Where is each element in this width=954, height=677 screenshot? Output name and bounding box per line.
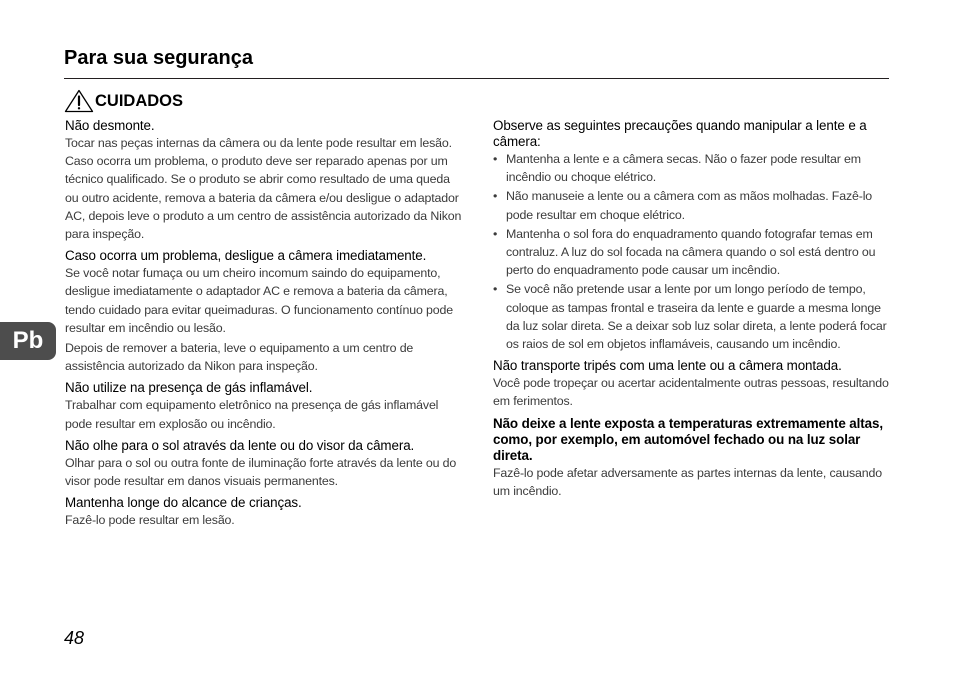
section-heading: Não utilize na presença de gás inflamável. xyxy=(65,380,313,396)
title-divider xyxy=(64,78,889,79)
warning-label: CUIDADOS xyxy=(95,91,184,110)
section-sun xyxy=(65,438,465,490)
page-title: Para sua segurança xyxy=(64,47,253,69)
section-heading: Não desmonte. xyxy=(65,118,155,133)
list-item xyxy=(493,150,893,186)
list-item-text: Mantenha o sol fora do enquadramento quando fotografar temas em contraluz. A luz do sol focada na câmera quando o sol está dentro ou perto do enquadramento pode causar um incêndio. xyxy=(506,226,876,278)
section-body: Tocar nas peças internas da câmera ou da lente pode resultar em lesão. Caso ocorra um problema, o produto deve ser reparado apenas por um técnico qualificado. Se o produto se abrir como resultado de uma queda ou outro acidente, remova a bateria da câmera e/ou desligue o adaptador AC, depois leve o produto a um centro de assistência autorizado da Nikon para inspeção. xyxy=(65,136,462,242)
list-item xyxy=(493,225,893,280)
page-number: 48 xyxy=(64,628,85,648)
precautions-list xyxy=(493,150,893,353)
section-heading: Não olhe para o sol através da lente ou do visor da câmera. xyxy=(65,437,415,453)
section-heading: Observe as seguintes precauções quando manipular a lente e a câmera: xyxy=(493,118,867,149)
bullet-icon: • xyxy=(493,152,498,166)
section-body: Você pode tropeçar ou acertar acidentalmente outras pessoas, resultando em ferimentos. xyxy=(493,376,889,409)
section-children xyxy=(65,495,465,529)
left-column xyxy=(65,118,465,534)
list-item-text: Se você não pretende usar a lente por um longo período de tempo, coloque as tampas frontal e traseira da lente e guarde a mesma longe da luz solar direta. Se a deixar sob luz solar direta, a lente poderá focar os raios de sol em objetos inflamáveis, causando um incêndio. xyxy=(506,282,887,352)
bullet-icon: • xyxy=(493,189,498,204)
section-tripods xyxy=(493,358,893,410)
section-precautions xyxy=(493,118,893,353)
section-turn-off xyxy=(65,248,465,375)
list-item xyxy=(493,280,893,353)
bullet-icon: • xyxy=(493,282,498,297)
list-item xyxy=(493,187,893,223)
warning-triangle-icon xyxy=(64,89,94,113)
bullet-icon: • xyxy=(493,226,498,241)
section-temperatures xyxy=(493,416,893,500)
section-body: Fazê-lo pode resultar em lesão. xyxy=(65,513,235,528)
warning-heading xyxy=(64,89,183,113)
section-no-disassemble xyxy=(65,118,465,243)
section-heading: Caso ocorra um problema, desligue a câmera imediatamente. xyxy=(65,248,427,264)
section-heading: Mantenha longe do alcance de crianças. xyxy=(65,495,302,511)
list-item-text: Mantenha a lente e a câmera secas. Não o fazer pode resultar em incêndio ou choque elétrico. xyxy=(506,152,861,185)
section-body: Fazê-lo pode afetar adversamente as partes internas da lente, causando um incêndio. xyxy=(493,465,883,498)
section-heading: Não transporte tripés com uma lente ou a câmera montada. xyxy=(493,358,842,374)
section-body: Se você notar fumaça ou um cheiro incomum saindo do equipamento, desligue imediatamente o adaptador AC e remova a bateria da câmera, tendo cuidado para evitar queimaduras. O funcionamento contínuo pode resultar em incêndio ou lesão. xyxy=(65,266,453,335)
section-flammable-gas xyxy=(65,380,465,432)
section-body: Olhar para o sol ou outra fonte de iluminação forte através da lente ou do visor pode resultar em danos visuais permanentes. xyxy=(65,455,457,489)
section-body: Depois de remover a bateria, leve o equipamento a um centro de assistência autorizado da Nikon para inspeção. xyxy=(65,341,414,374)
list-item-text: Não manuseie a lente ou a câmera com as mãos molhadas. Fazê-lo pode resultar em choque elétrico. xyxy=(506,189,873,222)
section-heading: Não deixe a lente exposta a temperaturas extremamente altas, como, por exemplo, em automóvel fechado ou na luz solar direta. xyxy=(493,415,883,463)
right-column xyxy=(493,118,893,505)
language-tab: Pb xyxy=(0,322,56,360)
section-body: Trabalhar com equipamento eletrônico na presença de gás inflamável pode resultar em explosão ou incêndio. xyxy=(65,398,439,431)
